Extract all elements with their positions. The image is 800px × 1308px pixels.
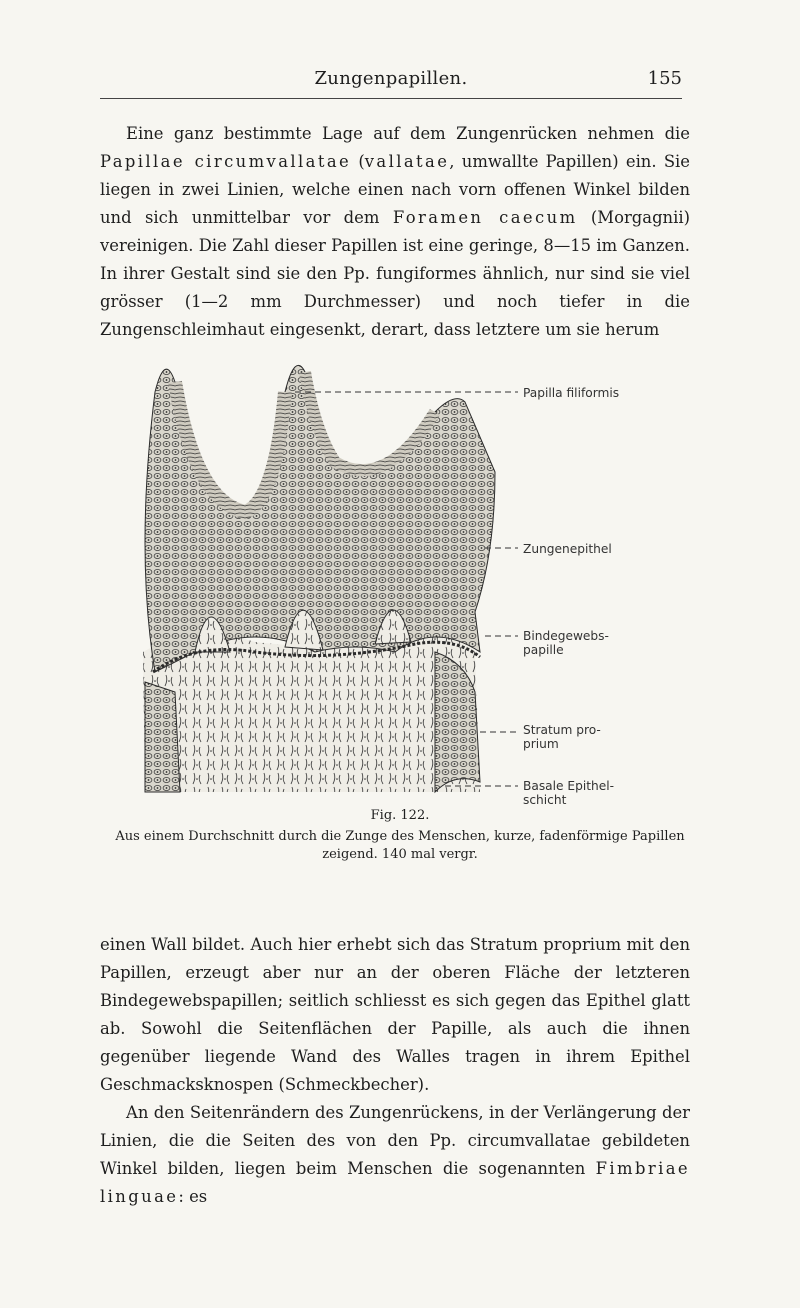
para2-text-2: : es [178,1187,208,1206]
para1-text-3: , umwallte Papillen) ein. Sie liegen in zwei Linien, welche einen nach vorn offenen Winkel bilden und sich unmittelbar vor dem [100,152,690,227]
term-fimbriae-linguae: Fimbriae linguae [100,1159,690,1206]
papillae-section-illustration [135,352,535,800]
label-stratum-proprium [523,723,703,751]
term-vallatae: vallatae [364,152,450,171]
label-bindegewebspapille [523,629,703,657]
label-basale-epithelschicht [523,779,703,807]
label-bindegewebs-line1: Bindegewebs- [523,629,609,643]
para1-text-2: ( [351,152,365,171]
page-number: 155 [647,68,682,89]
label-papilla-filiformis: Papilla filiformis [523,386,620,400]
paragraph-2 [100,931,690,1211]
histology-figure [135,352,535,800]
label-basale-line1: Basale Epithel- [523,779,615,793]
paragraph-2b [100,1099,690,1211]
term-papillae-circumvallatae: Papillae circumvallatae [100,152,352,171]
figure-caption: Aus einem Durchschnitt durch die Zunge des Menschen, kurze, fadenförmige Papillen zeigend. 140 mal vergr. [115,829,685,862]
term-foramen-caecum: Foramen caecum [392,208,578,227]
label-zungenepithel: Zungenepithel [523,542,612,556]
figure-number: Fig. 122. [370,808,430,823]
paragraph-2a: einen Wall bildet. Auch hier erhebt sich das Stratum proprium mit den Papillen, erzeugt aber nur an der oberen Fläche der letzteren Bindegewebspapillen; seitlich schliesst es sich gegen das Epithel glatt ab. Sowohl die Seitenflächen der Papille, als auch die ihnen gegenüber liegende Wand des Walles tragen in ihrem Epithel Geschmacksknospen (Schmeckbecher). [100,935,690,1094]
running-head [100,68,682,99]
label-basale-line2: schicht [523,793,567,807]
paragraph-1 [100,120,690,344]
para1-text-1: Eine ganz bestimmte Lage auf dem Zungenrücken nehmen die [126,124,690,143]
label-bindegewebs-line2: papille [523,643,564,657]
label-stratum-line1: Stratum pro- [523,723,601,737]
para2-text-1: An den Seitenrändern des Zungenrückens, in der Verlängerung der Linien, die die Seiten des von den Pp. circumvallatae gebildeten Winkel bilden, liegen beim Menschen die sogenannten [100,1103,690,1178]
running-title: Zungenpapillen. [314,68,468,89]
label-stratum-line2: prium [523,737,559,751]
para1-text-4: (Morgagnii) vereinigen. Die Zahl dieser Papillen ist eine geringe, 8—15 im Ganzen. In ihrer Gestalt sind sie den Pp. fungiformes ähnlich, nur sind sie viel grösser (1—2 mm Durchmesser) und noch tiefer in die Zungenschleimhaut eingesenkt, derart, dass letztere um sie herum [100,208,690,339]
